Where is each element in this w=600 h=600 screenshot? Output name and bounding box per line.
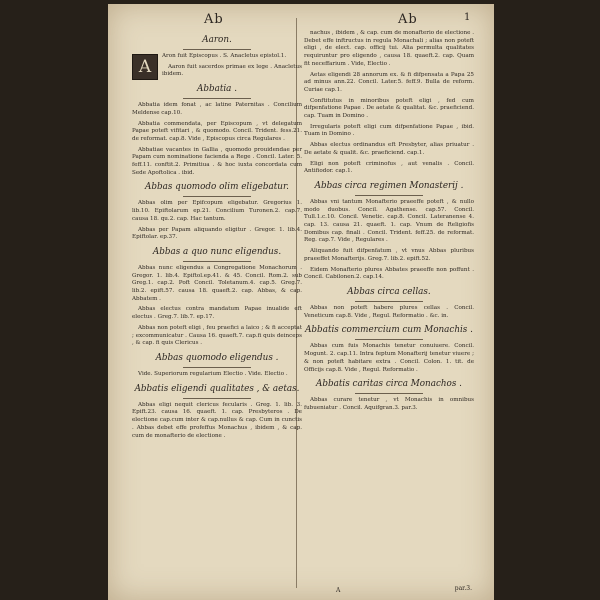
index-entry xyxy=(132,402,302,441)
heading-rule xyxy=(183,367,251,368)
index-entry xyxy=(304,199,474,245)
catchword: par.3. xyxy=(454,585,472,592)
index-entry xyxy=(132,265,302,304)
section-heading: Aaron. xyxy=(202,35,232,45)
left-column xyxy=(132,30,302,443)
section-heading: Abbas a quo nunc eligendus. xyxy=(152,246,282,257)
section-heading: Abbatia . xyxy=(196,84,238,95)
entry-text: Abbas non poteft eligi , feu praefici a laico ; & fi acceptat ; excommunicatur . Causa 16. quaeft.7. cap.fi quis deinceps , & cap. fi quis Clericus . xyxy=(132,324,302,347)
entry-text: Abbas vni tantum Monafterio praeeffe poteft , & nullo modo duobus. Concil. Agathense. cap.57. Concil. Tull.1.c.10. Concil. Venetic. cap.8. Concil. Lateranense 4. cap. 13. causa 21. quaeft. 1. cap. Vnum de Religiofis Domibus cap. finali . Concil. Trident. feff.25. de reformat. Reg. cap.7. Vide , Regulares . xyxy=(304,198,474,244)
index-entry xyxy=(304,248,474,263)
entry-text: Abbas cum fuis Monachis tenetur conuiuere. Concil. Mogunt. 2. cap.11. Intra feptum Monafterij tenetur viuere ; & non poteft habitare extra . Concil. Colon. 1. tit. de Officijs cap.8. Vide , Regul. Reformatio . xyxy=(304,343,474,373)
heading-rule xyxy=(183,261,251,262)
entry-text: Conftitutus in minoribus poteft eligi , fed cum difpenfatione Papae . De aetate & qualitat. &c. praeficiend. cap. Tuam in Domino . xyxy=(304,97,474,120)
heading-rule xyxy=(355,195,423,196)
entry-text: Abbas curare tenetur , vt Monachis in omnibus fubueniatur . Concil. Aquifgran.3. par.3. xyxy=(304,397,474,411)
index-entry xyxy=(304,397,474,412)
entry-text: Abbatia idem fonat , ac latine Paternitas . Concilium Meldense cap.10. xyxy=(132,102,302,116)
section-heading: Abbatis caritas circa Monachos . xyxy=(316,379,462,390)
heading-rule xyxy=(355,393,423,394)
entry-text: Abbas non poteft habere plures cellas . Concil. Veneticum cap.8. Vide , Regul. Reformatio . &c. in. xyxy=(304,304,474,319)
section-heading: Abbatis eligendi qualitates , & aetas. xyxy=(134,383,300,394)
entry-text: Abbatiae vacantes in Gallia , quomodo prouidendae per Papam cum nominatione facienda a Rege . Concil. Later. 5. feff.11. conftit.2. Primitiua . & hoc iuxta concordata cum Sede Apoftolica . ibid. xyxy=(132,146,302,176)
entry-text: Aetas eligendi 28 annorum ex. & fi difpensata a Papa 25 ad minus ann.22. Concil. Later.5. feff.9. Bulla de reform. Curiae cap.1. xyxy=(304,71,474,93)
entry-text: Irregularis poteft eligi cum difpenfatione Papae , ibid. Tuam in Domino . xyxy=(304,123,474,138)
ornamental-initial: A xyxy=(132,54,158,80)
index-entry xyxy=(304,124,474,139)
header-center-word: Ab xyxy=(398,12,418,27)
heading-rule xyxy=(355,339,423,340)
book-page xyxy=(108,4,494,600)
section-heading: Abbatis commercium cum Monachis . xyxy=(305,325,473,336)
entry-text: Abbas nunc eligendus a Congregatione Monachorum . Gregor. 1. lib.4. Epiftol.ep.41. & 45. Concil. Rom.2. sub Greg.1. cap.2. Poft Concil. Toletanum.4. cap.5. Greg.7. lib.2. epift.57. causa 18. quaeft.2. cap. Abbas, & cap. Abbatem . xyxy=(132,264,302,302)
entry-text: Abbas electus contra mandatum Papae inualide eft electus . Greg.7. lib.7. ep.17. xyxy=(132,306,302,321)
index-entry xyxy=(304,72,474,95)
index-entry xyxy=(304,30,474,69)
section-heading: Abbas quomodo eligendus . xyxy=(155,352,279,363)
section-heading: Abbas circa cellas. xyxy=(347,286,431,297)
heading-rule xyxy=(183,196,251,197)
index-entry xyxy=(132,227,302,242)
heading-rule xyxy=(183,398,251,399)
heading-rule xyxy=(183,49,251,50)
index-entry xyxy=(132,371,302,379)
index-entry xyxy=(304,98,474,121)
entry-text: Aliquando fuit difpenfatum , vt vnus Abbas pluribus praeeffet Monafterijs. Greg.7. lib.2. epift.52. xyxy=(304,248,474,262)
index-entry xyxy=(304,142,474,157)
section-heading: Abbas circa regimen Monasterij . xyxy=(314,180,464,191)
entry-text: Eidem Monafterio plures Abbates praeeffe non poffunt . Concil. Cabilonen.2. cap.14. xyxy=(304,266,474,281)
heading-rule xyxy=(183,98,251,99)
header-left-word: Ab xyxy=(204,12,224,27)
entry-text: nachus , ibidem , & cap. cum de monafterio de electione . Debet effe inftructus in regula Monachali ; alias non poteft eligi , de elect. cap. officij tui. Alia permulta qualitates requiruntur pro eligendo , causa 18. quaeft.2. cap. Quam fit neceffarium . Vide, Electio . xyxy=(304,30,474,67)
entry-text: Abbas per Papam aliquando eligitur . Gregor. 1. lib.4. Epiftolar. ep.37. xyxy=(132,226,302,241)
entry-text: Abbatia commendata, per Episcopum , vt delegatum Papae poteft vifitari , & quomodo. Concil. Trident. fess.21. de reformat. cap.8. Vide , Episcopus circa Regulares . xyxy=(132,120,302,142)
index-entry xyxy=(304,267,474,282)
index-entry xyxy=(304,305,474,320)
entry-text: Aaron fuit sacerdos primae ex lege . Anacletus ibidem. xyxy=(162,63,302,78)
right-column xyxy=(304,30,474,416)
entry-text: Vide. Superiorum regularium Electio . Vide. Electio . xyxy=(138,370,288,377)
entry-text: Abbas olim per Epifcopum eligebatur. Gregorius 1. lib.10. Epiftolarum ep.21. Concilium Turonen.2. cap.7. causa 18. qu.2. cap. Hac tantum. xyxy=(132,200,302,222)
entry-text: Aron fuit Episcopus . S. Anacletus epistol.1. xyxy=(162,53,287,59)
entry-text: Abbas electus ordinandus eft Presbyter, alias priuatur . De aetate & qualit. &c. praeficiend. cap.1. xyxy=(304,142,474,156)
signature-mark: A xyxy=(336,587,341,594)
index-entry xyxy=(132,200,302,223)
index-entry xyxy=(132,121,302,144)
page-number: 1 xyxy=(464,12,472,23)
heading-rule xyxy=(355,301,423,302)
index-entry xyxy=(304,161,474,176)
index-entry xyxy=(132,147,302,178)
section-heading: Abbas quomodo olim eligebatur. xyxy=(145,182,289,193)
entry-text: Abbas eligi nequit clericus fecularis . Greg. 1. lib. 3. Epift.23. causa 16. quaeft. 1. cap. Presbyteros . De electione cap.cum inter & cap.nullus & cap. Cum in cunctis . Abbas debet effe profeffus Monachus , ibidem , & cap. cum de monafterio de electione . xyxy=(132,401,302,439)
index-entry xyxy=(304,343,474,374)
index-entry xyxy=(132,325,302,348)
index-entry xyxy=(132,306,302,321)
entry-text: Eligi non poteft criminofus , aut venalis . Concil. Antifiodor. cap.1. xyxy=(304,160,474,175)
index-entry xyxy=(132,102,302,117)
